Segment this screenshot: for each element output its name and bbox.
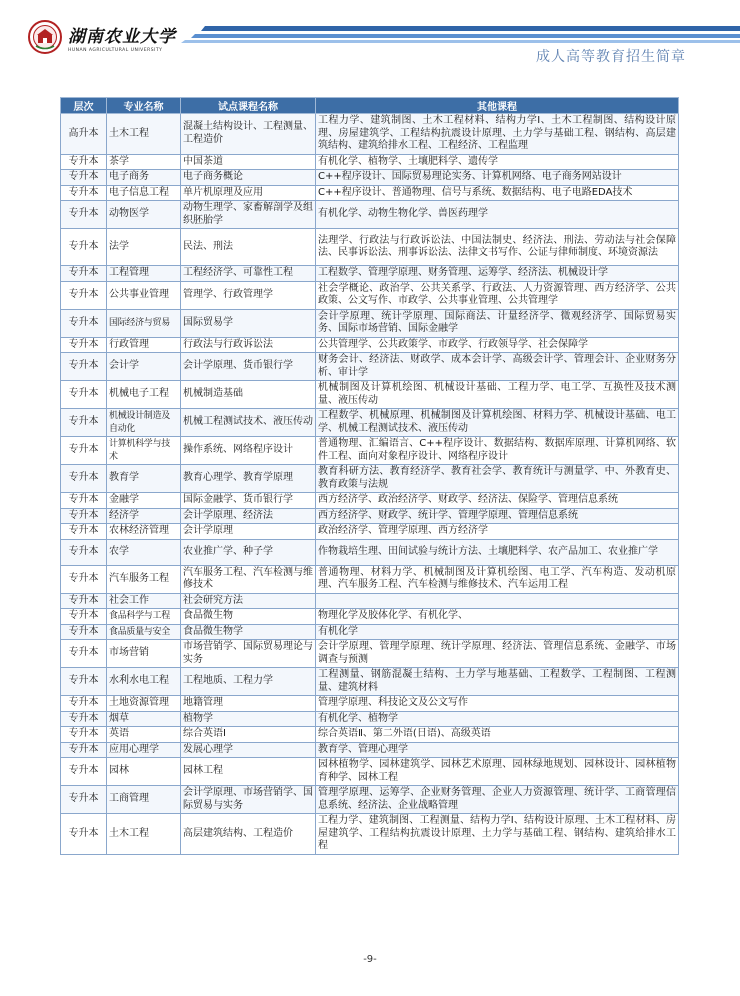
cell-level: 专升本: [61, 337, 107, 353]
cell-pilot-courses: 食品微生物学: [181, 624, 316, 640]
table-row: [61, 493, 679, 509]
cell-major: 农林经济管理: [107, 524, 181, 540]
table-row: [61, 154, 679, 170]
cell-other-courses: 西方经济学、政治经济学、财政学、经济法、保险学、管理信息系统: [316, 493, 679, 509]
cell-pilot-courses: 机械制造基础: [181, 381, 316, 409]
table-row: [61, 465, 679, 493]
cell-pilot-courses: 农业推广学、种子学: [181, 539, 316, 565]
cell-pilot-courses: 管理学、行政管理学: [181, 281, 316, 309]
table-row: [61, 814, 679, 855]
cell-other-courses: 公共管理学、公共政策学、市政学、行政领导学、社会保障学: [316, 337, 679, 353]
cell-level: 专升本: [61, 786, 107, 814]
table-row: [61, 711, 679, 727]
cell-level: 专升本: [61, 696, 107, 712]
cell-other-courses: 机械制图及计算机绘图、机械设计基础、工程力学、电工学、互换性及技术测量、液压传动: [316, 381, 679, 409]
table-row: [61, 229, 679, 266]
header-other-courses: 其他课程: [316, 98, 679, 114]
table-row: [61, 640, 679, 668]
cell-major: 机械设计制造及自动化: [107, 409, 181, 437]
cell-major: 行政管理: [107, 337, 181, 353]
table-row: [61, 114, 679, 155]
cell-other-courses: 法理学、行政法与行政诉讼法、中国法制史、经济法、刑法、劳动法与社会保障法、民事诉讼法、刑事诉讼法、法律文书写作、公证与律师制度、环境资源法: [316, 229, 679, 266]
cell-major: 英语: [107, 727, 181, 743]
cell-level: 专升本: [61, 508, 107, 524]
page-header: [0, 0, 740, 72]
cell-level: 专升本: [61, 668, 107, 696]
cell-level: 专升本: [61, 814, 107, 855]
cell-pilot-courses: 植物学: [181, 711, 316, 727]
cell-other-courses: 有机化学: [316, 624, 679, 640]
cell-pilot-courses: 民法、刑法: [181, 229, 316, 266]
cell-major: 机械电子工程: [107, 381, 181, 409]
university-name-en: HUNAN AGRICULTURAL UNIVERSITY: [68, 47, 163, 53]
cell-other-courses: [316, 593, 679, 609]
cell-pilot-courses: 地籍管理: [181, 696, 316, 712]
cell-pilot-courses: 国际贸易学: [181, 309, 316, 337]
table-row: [61, 624, 679, 640]
cell-pilot-courses: 会计学原理、市场营销学、国际贸易与实务: [181, 786, 316, 814]
cell-major: 茶学: [107, 154, 181, 170]
banner-title: 成人高等教育招生简章: [536, 49, 686, 65]
cell-other-courses: 普通物理、汇编语言、C++程序设计、数据结构、数据库原理、计算机网络、软件工程、面向对象程序设计、网络程序设计: [316, 437, 679, 465]
table-body: [61, 114, 679, 855]
table-row: [61, 381, 679, 409]
university-seal-icon: [28, 20, 62, 54]
cell-major: 汽车服务工程: [107, 565, 181, 593]
cell-major: 计算机科学与技术: [107, 437, 181, 465]
cell-major: 土木工程: [107, 114, 181, 155]
table-row: [61, 524, 679, 540]
cell-level: 专升本: [61, 381, 107, 409]
table-row: [61, 609, 679, 625]
cell-level: 专升本: [61, 281, 107, 309]
page-number: -9-: [363, 954, 377, 965]
cell-major: 市场营销: [107, 640, 181, 668]
cell-other-courses: 工程测量、钢筋混凝土结构、土力学与地基础、工程数学、工程制图、工程测量、建筑材料: [316, 668, 679, 696]
table-header-row: [61, 98, 679, 114]
cell-level: 专升本: [61, 437, 107, 465]
cell-other-courses: 有机化学、动物生物化学、兽医药理学: [316, 201, 679, 229]
header-stripes: [175, 24, 740, 46]
table-row: [61, 539, 679, 565]
cell-pilot-courses: 行政法与行政诉讼法: [181, 337, 316, 353]
table-row: [61, 309, 679, 337]
table-row: [61, 437, 679, 465]
cell-pilot-courses: 中国茶道: [181, 154, 316, 170]
cell-level: 专升本: [61, 309, 107, 337]
table-row: [61, 758, 679, 786]
cell-pilot-courses: 会计学原理、经济法: [181, 508, 316, 524]
cell-pilot-courses: 操作系统、网络程序设计: [181, 437, 316, 465]
cell-other-courses: 教育科研方法、教育经济学、教育社会学、教育统计与测量学、中、外教育史、教育政策与法规: [316, 465, 679, 493]
table-row: [61, 742, 679, 758]
cell-major: 国际经济与贸易: [107, 309, 181, 337]
header-level: 层次: [61, 98, 107, 114]
cell-level: 专升本: [61, 727, 107, 743]
header-pilot-courses: 试点课程名称: [181, 98, 316, 114]
table-row: [61, 668, 679, 696]
cell-major: 食品科学与工程: [107, 609, 181, 625]
cell-other-courses: 会计学原理、管理学原理、统计学原理、经济法、管理信息系统、金融学、市场调查与预测: [316, 640, 679, 668]
cell-pilot-courses: 机械工程测试技术、液压传动: [181, 409, 316, 437]
cell-pilot-courses: 发展心理学: [181, 742, 316, 758]
table-row: [61, 593, 679, 609]
cell-level: 专升本: [61, 742, 107, 758]
cell-major: 金融学: [107, 493, 181, 509]
cell-level: 专升本: [61, 539, 107, 565]
cell-level: 专升本: [61, 593, 107, 609]
cell-major: 园林: [107, 758, 181, 786]
cell-major: 社会工作: [107, 593, 181, 609]
table-row: [61, 508, 679, 524]
cell-level: 专升本: [61, 154, 107, 170]
cell-major: 公共事业管理: [107, 281, 181, 309]
cell-level: 专升本: [61, 266, 107, 282]
cell-level: 专升本: [61, 201, 107, 229]
university-name-cn: 湖南农业大学: [68, 26, 176, 47]
cell-pilot-courses: 工程经济学、可靠性工程: [181, 266, 316, 282]
cell-pilot-courses: 社会研究方法: [181, 593, 316, 609]
cell-level: 专升本: [61, 229, 107, 266]
table-row: [61, 565, 679, 593]
cell-level: 专升本: [61, 609, 107, 625]
cell-other-courses: 工程数学、机械原理、机械制图及计算机绘图、材料力学、机械设计基础、电工学、机械工程测试技术、液压传动: [316, 409, 679, 437]
cell-major: 动物医学: [107, 201, 181, 229]
cell-level: 专升本: [61, 524, 107, 540]
cell-pilot-courses: 综合英语Ⅰ: [181, 727, 316, 743]
cell-major: 应用心理学: [107, 742, 181, 758]
cell-level: 专升本: [61, 185, 107, 201]
cell-major: 电子商务: [107, 170, 181, 186]
cell-other-courses: 工程数学、管理学原理、财务管理、运筹学、经济法、机械设计学: [316, 266, 679, 282]
table-row: [61, 281, 679, 309]
course-table: [60, 97, 679, 855]
cell-major: 烟草: [107, 711, 181, 727]
cell-other-courses: 西方经济学、财政学、统计学、管理学原理、管理信息系统: [316, 508, 679, 524]
cell-other-courses: 普通物理、材料力学、机械制图及计算机绘图、电工学、汽车构造、发动机原理、汽车服务工程、汽车检测与维修技术、汽车运用工程: [316, 565, 679, 593]
table-row: [61, 170, 679, 186]
cell-pilot-courses: 会计学原理、货币银行学: [181, 353, 316, 381]
cell-pilot-courses: 汽车服务工程、汽车检测与维修技术: [181, 565, 316, 593]
cell-level: 专升本: [61, 353, 107, 381]
table-row: [61, 266, 679, 282]
cell-major: 教育学: [107, 465, 181, 493]
cell-level: 专升本: [61, 493, 107, 509]
cell-other-courses: C++程序设计、普通物理、信号与系统、数据结构、电子电路EDA技术: [316, 185, 679, 201]
cell-level: 专升本: [61, 758, 107, 786]
cell-other-courses: 工程力学、建筑制图、工程测量、结构力学Ⅰ、结构设计原理、土木工程材料、房屋建筑学、工程结构抗震设计原理、土力学与基础工程、钢结构、建筑给排水工程: [316, 814, 679, 855]
cell-pilot-courses: 单片机原理及应用: [181, 185, 316, 201]
university-logo: [28, 20, 176, 54]
table-row: [61, 727, 679, 743]
cell-pilot-courses: 工程地质、工程力学: [181, 668, 316, 696]
cell-other-courses: C++程序设计、国际贸易理论实务、计算机网络、电子商务网站设计: [316, 170, 679, 186]
cell-other-courses: 会计学原理、统计学原理、国际商法、计量经济学、微观经济学、国际贸易实务、国际市场营销、国际金融学: [316, 309, 679, 337]
cell-major: 会计学: [107, 353, 181, 381]
course-table-wrapper: [60, 97, 678, 855]
cell-major: 工商管理: [107, 786, 181, 814]
cell-other-courses: 园林植物学、园林建筑学、园林艺术原理、园林绿地规划、园林设计、园林植物育种学、园林工程: [316, 758, 679, 786]
cell-other-courses: 有机化学、植物学: [316, 711, 679, 727]
cell-level: 专升本: [61, 170, 107, 186]
cell-pilot-courses: 会计学原理: [181, 524, 316, 540]
cell-pilot-courses: 电子商务概论: [181, 170, 316, 186]
cell-pilot-courses: 园林工程: [181, 758, 316, 786]
cell-level: 专升本: [61, 465, 107, 493]
cell-other-courses: 财务会计、经济法、财政学、成本会计学、高级会计学、管理会计、企业财务分析、审计学: [316, 353, 679, 381]
cell-level: 专升本: [61, 640, 107, 668]
cell-level: 专升本: [61, 565, 107, 593]
cell-other-courses: 政治经济学、管理学原理、西方经济学: [316, 524, 679, 540]
cell-major: 食品质量与安全: [107, 624, 181, 640]
cell-major: 电子信息工程: [107, 185, 181, 201]
cell-pilot-courses: 国际金融学、货币银行学: [181, 493, 316, 509]
cell-major: 农学: [107, 539, 181, 565]
table-row: [61, 409, 679, 437]
cell-pilot-courses: 市场营销学、国际贸易理论与实务: [181, 640, 316, 668]
table-row: [61, 353, 679, 381]
cell-major: 工程管理: [107, 266, 181, 282]
table-row: [61, 185, 679, 201]
cell-other-courses: 管理学原理、运筹学、企业财务管理、企业人力资源管理、统计学、工商管理信息系统、经济法、企业战略管理: [316, 786, 679, 814]
cell-level: 专升本: [61, 711, 107, 727]
cell-pilot-courses: 教育心理学、教育学原理: [181, 465, 316, 493]
header-major: 专业名称: [107, 98, 181, 114]
cell-other-courses: 作物栽培生理、田间试验与统计方法、土壤肥料学、农产品加工、农业推广学: [316, 539, 679, 565]
cell-other-courses: 教育学、管理心理学: [316, 742, 679, 758]
cell-level: 专升本: [61, 409, 107, 437]
cell-level: 专升本: [61, 624, 107, 640]
cell-pilot-courses: 食品微生物: [181, 609, 316, 625]
cell-other-courses: 社会学概论、政治学、公共关系学、行政法、人力资源管理、西方经济学、公共政策、公文写作、市政学、公共事业管理、公共管理学: [316, 281, 679, 309]
table-row: [61, 201, 679, 229]
cell-other-courses: 有机化学、植物学、土壤肥料学、遗传学: [316, 154, 679, 170]
cell-level: 高升本: [61, 114, 107, 155]
table-row: [61, 337, 679, 353]
cell-other-courses: 物理化学及胶体化学、有机化学、: [316, 609, 679, 625]
table-row: [61, 786, 679, 814]
cell-major: 土地资源管理: [107, 696, 181, 712]
cell-major: 水利水电工程: [107, 668, 181, 696]
cell-major: 土木工程: [107, 814, 181, 855]
cell-major: 经济学: [107, 508, 181, 524]
cell-pilot-courses: 混凝土结构设计、工程测量、工程造价: [181, 114, 316, 155]
cell-pilot-courses: 高层建筑结构、工程造价: [181, 814, 316, 855]
cell-major: 法学: [107, 229, 181, 266]
cell-other-courses: 综合英语Ⅱ、第二外语(日语)、高级英语: [316, 727, 679, 743]
cell-other-courses: 工程力学、建筑制图、土木工程材料、结构力学Ⅰ、土木工程制图、结构设计原理、房屋建筑学、工程结构抗震设计原理、土力学与基础工程、钢结构、高层建筑结构、建筑给排水工程、工程经济、工程监理: [316, 114, 679, 155]
cell-other-courses: 管理学原理、科技论文及公文写作: [316, 696, 679, 712]
table-row: [61, 696, 679, 712]
cell-pilot-courses: 动物生理学、家畜解剖学及组织胚胎学: [181, 201, 316, 229]
